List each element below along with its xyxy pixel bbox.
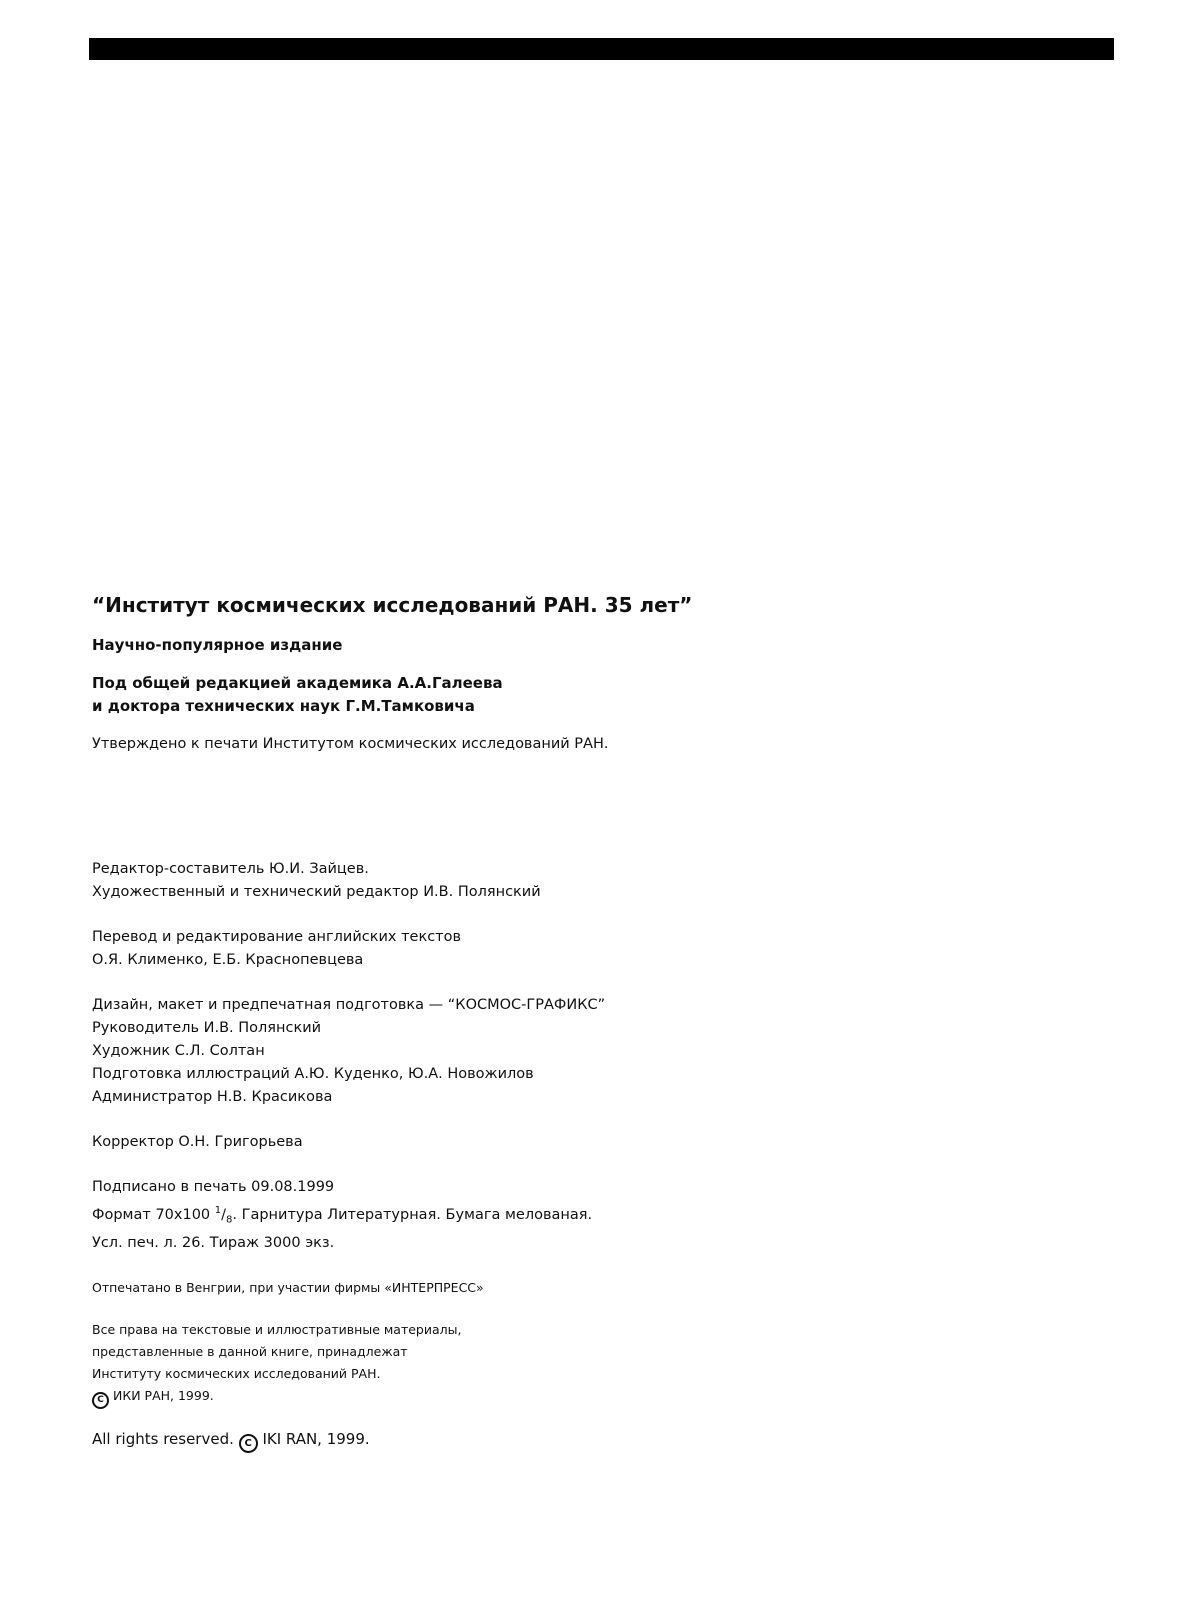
imprint-page [92,592,992,1453]
approval-note: Утверждено к печати Институтом космических исследований РАН. [92,736,609,752]
editorial-credits [92,858,992,904]
proofreader-credit [92,1131,992,1154]
format-denominator: 8 [226,1214,233,1226]
rights-notice [92,1319,992,1409]
print-run: Усл. печ. л. 26. Тираж 3000 экз. [92,1234,335,1251]
credit-line: Дизайн, макет и предпечатная подготовка — “КОСМОС-ГРАФИКС” [92,997,606,1013]
copyright-icon: C [239,1434,258,1453]
editors-line: и доктора технических наук Г.М.Тамковича [92,697,475,715]
copyright-ru [92,1385,992,1409]
all-rights-text: All rights reserved. [92,1429,234,1448]
format-suffix: . Гарнитура Литературная. Бумага мелованая. [232,1206,593,1223]
printing-details [92,1176,992,1255]
design-credits [92,994,992,1109]
copyright-en [92,1428,992,1453]
header-rule [89,38,1114,60]
format-line: Формат 70x100 $^1/_8$. Гарнитура Литературная. Бумага мелованая. [92,1205,593,1226]
genre-label: Научно-популярное издание [92,636,343,654]
format-prefix: Формат 70x100 [92,1206,215,1223]
translation-credits [92,926,992,972]
credit-line: Подготовка иллюстраций А.Ю. Куденко, Ю.А. Новожилов [92,1066,534,1082]
credit-line: Корректор О.Н. Григорьева [92,1134,303,1150]
format-numerator: 1 [214,1205,222,1216]
rights-line: Все права на текстовые и иллюстративные материалы, [92,1321,462,1337]
credit-line: Перевод и редактирование английских текстов [92,929,462,945]
copyright-en-text: IKI RAN, 1999. [262,1429,370,1448]
credit-line: Редактор-составитель Ю.И. Зайцев. [92,861,369,877]
general-editors [92,672,992,718]
copyright-icon: C [92,1392,109,1409]
credit-line: Руководитель И.В. Полянский [92,1020,322,1036]
editors-line: Под общей редакцией академика А.А.Галеева [92,674,503,692]
printed-in: Отпечатано в Венгрии, при участии фирмы «ИНТЕРПРЕСС» [92,1279,484,1295]
rights-line: представленные в данной книге, принадлежат [92,1343,408,1359]
signed-date: Подписано в печать 09.08.1999 [92,1179,335,1195]
rights-line: Институту космических исследований РАН. [92,1365,381,1381]
credit-line: Художественный и технический редактор И.В. Полянский [92,884,541,900]
copyright-ru-text: ИКИ РАН, 1999. [112,1387,214,1403]
credit-line: Администратор Н.В. Красикова [92,1089,333,1105]
book-title: “Институт космических исследований РАН. 35 лет” [92,593,693,617]
credit-line: О.Я. Клименко, Е.Б. Краснопевцева [92,952,364,968]
credit-line: Художник С.Л. Солтан [92,1043,265,1059]
